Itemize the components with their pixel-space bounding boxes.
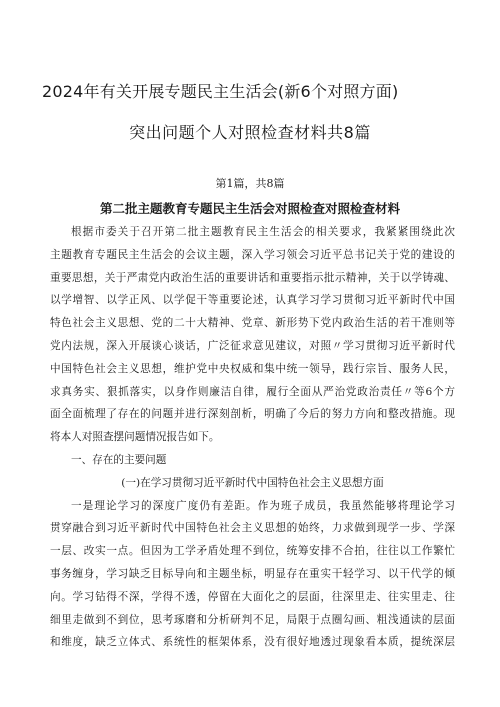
section-heading: 一、存在的主要问题 xyxy=(71,453,167,466)
paragraph-line: 求真务实、狠抓落实，以身作则廉洁自律，履行全面从严治党政治责任〃等6个方 xyxy=(50,385,455,398)
document-body xyxy=(50,221,455,654)
paragraph-line: 根据市委关于召开第二批主题教育民主生活会的相关要求，我紧紧围绕此次 xyxy=(71,226,455,238)
paragraph-line: 以学增智、以学正风、以学促干等重要论述，认真学习学习贯彻习近平新时代中国 xyxy=(50,294,455,307)
paragraph-line: 和维度，缺乏立体式、系统性的框架体系，没有很好地透过现象看本质，提统深层 xyxy=(50,636,455,649)
paragraph-line: 中国特色社会主义思想，维护党中央权威和集中统一领导，践行宗旨、服务人民， xyxy=(50,362,455,375)
paragraph-line: 一层、改实一点。但因为工学矛盾处理不到位，统筹安排不合拍，往往以工作繁忙 xyxy=(50,545,455,558)
paragraph-line: 主题教育专题民主生活会的会议主题，深入学习领会习近平总书记关于党的建设的 xyxy=(50,248,455,261)
page-indicator: 第1篇，共8篇 xyxy=(215,177,285,190)
paragraph-line: 事务缠身，学习缺乏目标导向和主题坐标，明显存在重实干轻学习、以干代学的倾 xyxy=(50,567,455,580)
document-title-line-1: 2024年有关开展专题民主生活会(新6个对照方面) xyxy=(42,82,399,101)
paragraph-line: 党内法规，深入开展谈心谈话，广泛征求意见建议，对照〃学习贯彻习近平新时代 xyxy=(50,339,455,352)
subsection-heading: (一)在学习贯彻习近平新时代中国特色社会主义思想方面 xyxy=(121,476,384,489)
paragraph-line: 面全面梳理了存在的问题并进行深刻剖析，明确了今后的努力方向和整改措施。现 xyxy=(50,408,455,421)
article-subtitle: 第二批主题教育专题民主生活会对照检查对照检查材料 xyxy=(99,201,400,216)
document-title-line-2: 突出问题个人对照检查材料共8篇 xyxy=(129,123,371,142)
paragraph-line: 重要思想，关于严肃党内政治生活的重要讲话和重要指示批示精神，关于以学铸魂、 xyxy=(50,271,455,284)
paragraph-line: 贯穿融合到习近平新时代中国特色社会主义思想的始终，力求做到现学一步、学深 xyxy=(50,522,455,535)
paragraph-line: 将本人对照查摆问题情况报告如下。 xyxy=(50,431,220,444)
paragraph-line: 一是理论学习的深度广度仍有差距。作为班子成员，我虽然能够将理论学习 xyxy=(71,499,455,512)
paragraph-line: 特色社会主义思想、党的二十大精神、党章、新形势下党内政治生活的若干准则等 xyxy=(50,317,455,330)
paragraph-line: 细里走做到不到位，思考琢磨和分析研判不足，局限于点圈勾画、粗浅通读的层面 xyxy=(50,613,455,626)
paragraph-line: 向。学习钻得不深，学得不透，停留在大面化之的层面，往深里走、往实里走、往 xyxy=(50,590,455,603)
